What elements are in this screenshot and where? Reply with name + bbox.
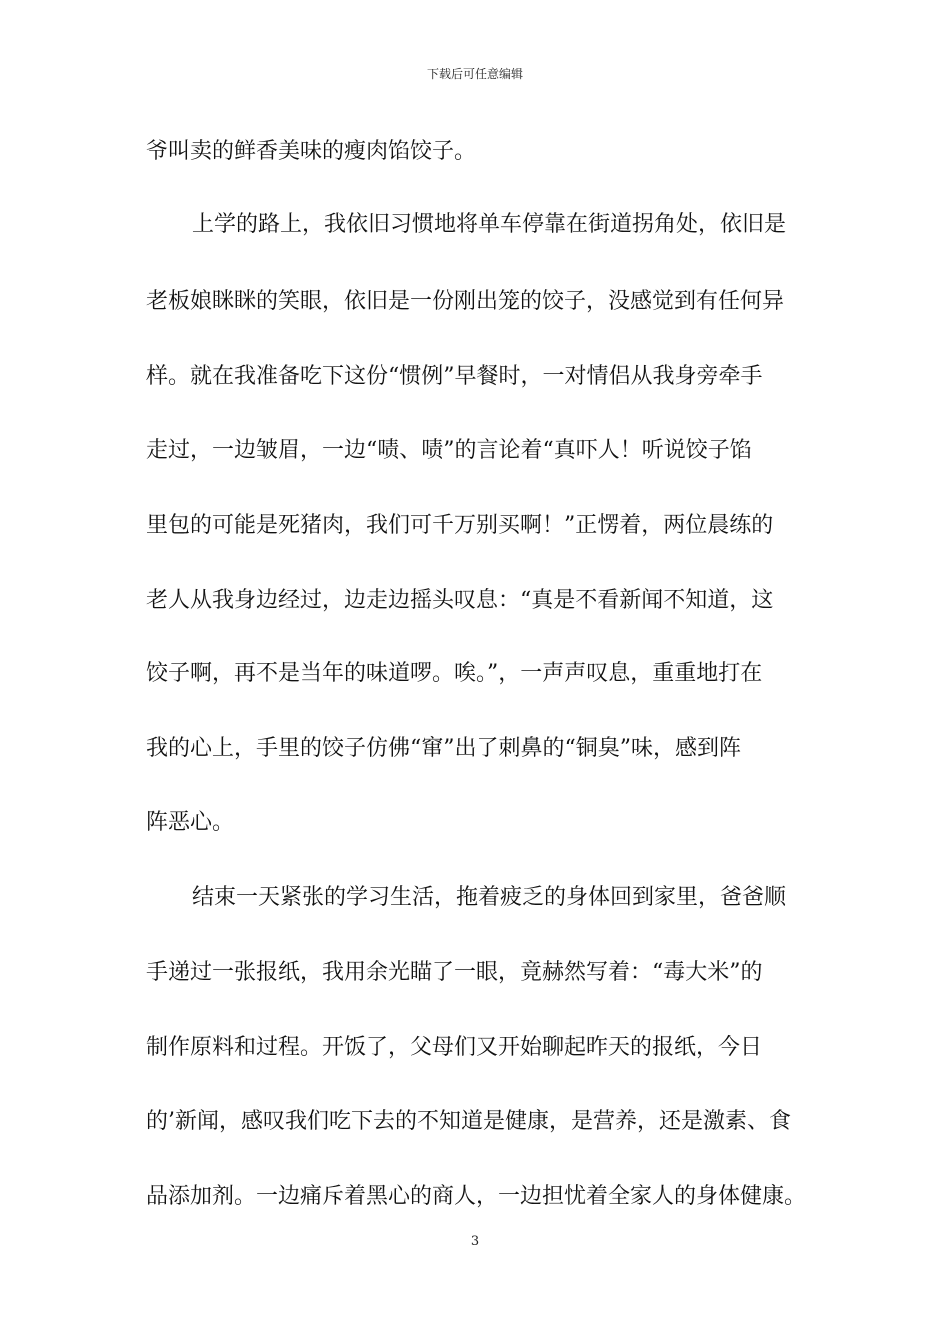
text-line: 老板娘眯眯的笑眼，依旧是一份刚出笼的饺子，没感觉到有任何异	[146, 289, 785, 314]
paragraph-first-line: 结束一天紧张的学习生活，拖着疲乏的身体回到家里，爸爸顺	[192, 885, 787, 910]
page-header: 下载后可任意编辑	[426, 67, 523, 81]
page-number: 3	[470, 1234, 480, 1249]
text-line: 的’新闻，感叹我们吃下去的不知道是健康，是营养，还是激素、食	[146, 1109, 791, 1134]
text-line: 我的心上，手里的饺子仿佛“窜”出了刺鼻的“铜臭”味，感到阵	[146, 736, 741, 761]
text-line: 爷叫卖的鲜香美味的瘦肉馅饺子。	[146, 139, 477, 164]
text-line: 样。就在我准备吃下这份“惯例”早餐时，一对情侣从我身旁牵手	[146, 364, 763, 389]
paragraph-first-line: 上学的路上，我依旧习惯地将单车停靠在街道拐角处，依旧是	[192, 212, 787, 237]
text-line: 制作原料和过程。开饭了，父母们又开始聊起昨天的报纸，今日	[146, 1035, 763, 1060]
text-line: 品添加剂。一边痛斥着黑心的商人，一边担忧着全家人的身体健康。	[146, 1184, 807, 1209]
text-line: 手递过一张报纸，我用余光瞄了一眼，竟赫然写着：“毒大米”的	[146, 960, 763, 985]
text-line: 走过，一边皱眉，一边“啧、啧”的言论着“真吓人！听说饺子馅	[146, 438, 752, 463]
text-line: 阵恶心。	[146, 810, 235, 835]
text-line: 老人从我身边经过，边走边摇头叹息：“真是不看新闻不知道，这	[146, 588, 774, 613]
text-line: 饺子啊，再不是当年的味道啰。唉。”，一声声叹息，重重地打在	[146, 661, 763, 686]
text-line: 里包的可能是死猪肉，我们可千万别买啊！”正愣着，两位晨练的	[146, 513, 774, 538]
